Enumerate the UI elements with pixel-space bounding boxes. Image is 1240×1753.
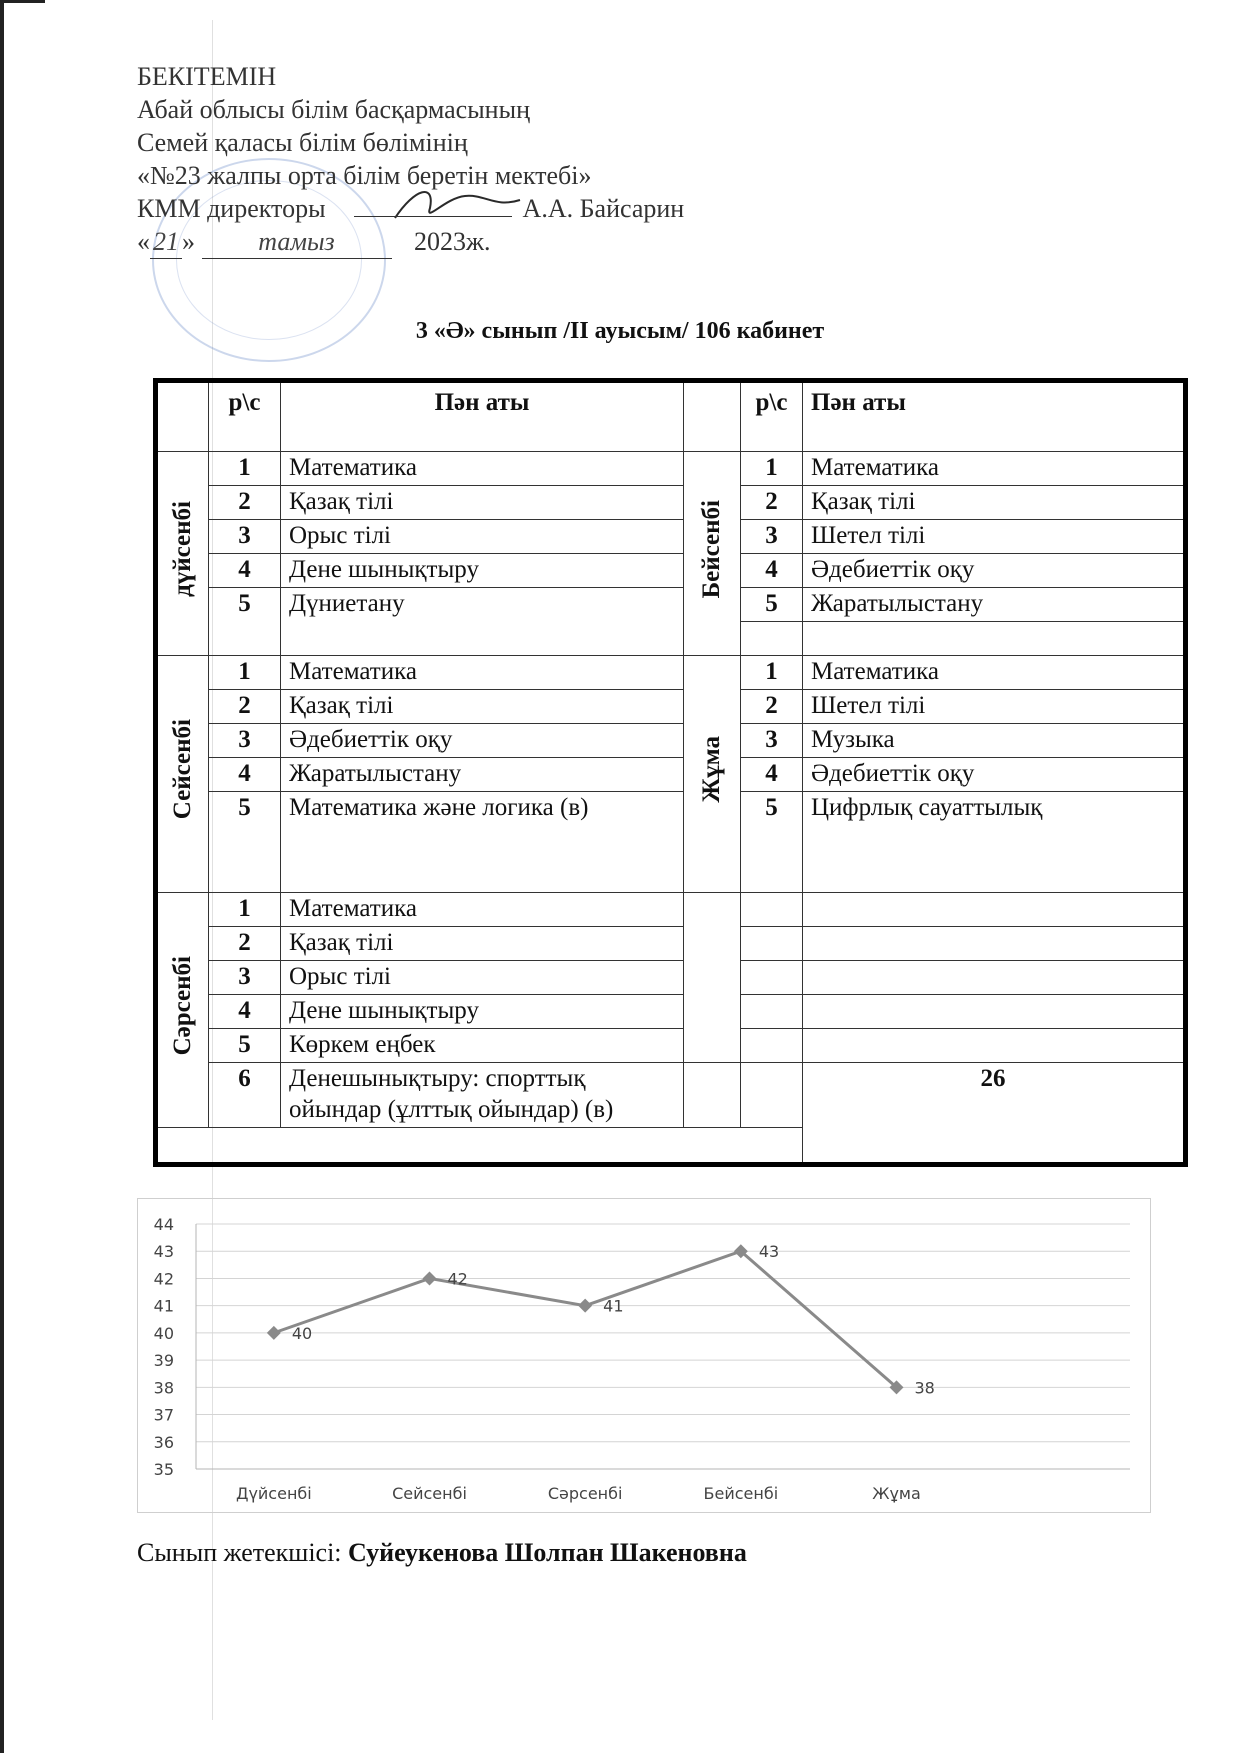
approval-line-3: «№23 жалпы орта білім беретін мектебі» [137, 161, 592, 190]
x-tick-label: Жұма [872, 1484, 921, 1503]
lesson-subject: Математика [281, 656, 684, 690]
lesson-subject: Дене шынықтыру [281, 995, 684, 1029]
data-label: 43 [758, 1242, 780, 1262]
lesson-subject: Әдебиеттік оқу [803, 758, 1186, 792]
lesson-subject: Қазақ тілі [281, 690, 684, 724]
header-day-cell-2 [684, 381, 741, 452]
lesson-number: 2 [209, 690, 281, 724]
line-chart-svg [138, 1199, 1150, 1512]
day-monday: дүйсенбі [156, 452, 209, 656]
lesson-number: 3 [741, 520, 803, 554]
table-row [156, 690, 1186, 724]
empty-cell [803, 961, 1186, 995]
lesson-number: 4 [209, 554, 281, 588]
x-tick-label: Бейсенбі [703, 1484, 779, 1503]
empty-cell [803, 995, 1186, 1029]
lesson-subject: Шетел тілі [803, 690, 1186, 724]
table-row [156, 995, 1186, 1029]
empty-cell [741, 1063, 803, 1128]
day-tuesday: Сейсенбі [156, 656, 209, 893]
approval-date [137, 225, 684, 259]
lesson-number: 1 [209, 656, 281, 690]
class-teacher [137, 1538, 747, 1568]
table-row [156, 520, 1186, 554]
date-day: 21 [150, 225, 182, 259]
header-day-cell [156, 381, 209, 452]
y-tick-label: 44 [153, 1215, 174, 1234]
lesson-number: 2 [209, 486, 281, 520]
lesson-subject: Математика [803, 452, 1186, 486]
empty-cell [741, 961, 803, 995]
lesson-subject: Математика [281, 893, 684, 927]
lesson-subject: Дене шынықтыру [281, 554, 684, 588]
header-subject: Пән аты [281, 381, 684, 452]
approval-line-1: Абай облысы білім басқармасының [137, 95, 530, 124]
x-tick-label: Сәрсенбі [547, 1484, 623, 1503]
table-row [156, 961, 1186, 995]
lesson-number: 2 [741, 690, 803, 724]
table-row [156, 724, 1186, 758]
chart-y-ticks [154, 1215, 174, 1479]
y-tick-label: 36 [153, 1432, 174, 1452]
approval-heading: БЕКІТЕМІН [137, 62, 277, 91]
empty-cell [741, 927, 803, 961]
data-point [578, 1299, 592, 1313]
day-wednesday: Сәрсенбі [156, 893, 209, 1128]
empty-cell [803, 622, 1186, 656]
data-label: 38 [914, 1378, 935, 1398]
lesson-subject: Жаратылыстану [281, 758, 684, 792]
lesson-subject: Әдебиеттік оқу [803, 554, 1186, 588]
lesson-number: 4 [741, 554, 803, 588]
lessons-chart [137, 1198, 1151, 1513]
lesson-subject: Көркем еңбек [281, 1029, 684, 1063]
empty-cell [803, 1029, 1186, 1063]
lesson-number: 1 [209, 452, 281, 486]
data-label: 42 [447, 1269, 468, 1289]
approval-block [137, 60, 684, 259]
lesson-number: 5 [209, 792, 281, 893]
date-quote-open: « [137, 227, 150, 256]
lesson-subject: Жаратылыстану [803, 588, 1186, 622]
lesson-subject: Денешынықтыру: спорттық ойындар (ұлттық ойындар) (в) [281, 1063, 684, 1128]
lesson-number: 3 [209, 724, 281, 758]
lesson-number: 3 [209, 520, 281, 554]
lesson-subject: Әдебиеттік оқу [281, 724, 684, 758]
empty-cell [803, 927, 1186, 961]
lesson-number: 4 [741, 758, 803, 792]
approval-line-4 [137, 192, 684, 225]
empty-footer-cell [156, 1128, 803, 1165]
date-month: тамыз [202, 225, 392, 259]
table-row [156, 1029, 1186, 1063]
schedule-table [153, 378, 1188, 1167]
lesson-number: 3 [209, 961, 281, 995]
y-tick-label: 38 [153, 1378, 174, 1398]
lesson-subject: Дүниетану [281, 588, 684, 656]
scan-edge [0, 0, 4, 1753]
lesson-subject: Орыс тілі [281, 520, 684, 554]
lesson-number: 1 [741, 656, 803, 690]
table-row [156, 893, 1186, 927]
lesson-subject: Қазақ тілі [281, 486, 684, 520]
lesson-subject: Орыс тілі [281, 961, 684, 995]
lesson-number: 3 [741, 724, 803, 758]
y-tick-label: 37 [153, 1405, 174, 1425]
lesson-number: 4 [209, 758, 281, 792]
chart-x-ticks [236, 1484, 921, 1503]
director-name: А.А. Байсарин [522, 194, 685, 223]
lesson-subject: Математика және логика (в) [281, 792, 684, 893]
total-lessons: 26 [803, 1063, 1186, 1165]
lesson-number: 1 [209, 893, 281, 927]
lesson-number: 5 [209, 1029, 281, 1063]
lesson-subject: Математика [281, 452, 684, 486]
lesson-number: 1 [741, 452, 803, 486]
y-tick-label: 35 [153, 1460, 174, 1479]
y-tick-label: 41 [153, 1296, 174, 1316]
table-row [156, 927, 1186, 961]
lesson-subject: Шетел тілі [803, 520, 1186, 554]
lesson-subject: Қазақ тілі [281, 927, 684, 961]
empty-cell [741, 1029, 803, 1063]
lesson-number: 4 [209, 995, 281, 1029]
table-row [156, 792, 1186, 893]
lesson-number: 5 [209, 588, 281, 656]
table-row [156, 656, 1186, 690]
x-tick-label: Дүйсенбі [235, 1484, 312, 1503]
lesson-subject: Математика [803, 656, 1186, 690]
chart-series [267, 1242, 935, 1397]
lesson-number: 5 [741, 588, 803, 622]
empty-cell [803, 893, 1186, 927]
director-title: КММ директоры [137, 194, 326, 223]
lesson-number: 6 [209, 1063, 281, 1128]
day-thursday: Бейсенбі [684, 452, 741, 656]
y-tick-label: 42 [153, 1269, 174, 1289]
data-label: 40 [291, 1323, 313, 1343]
header-subject-2: Пән аты [803, 381, 1186, 452]
chart-grid [196, 1224, 1130, 1469]
y-tick-label: 39 [153, 1351, 174, 1371]
data-point [423, 1271, 437, 1285]
x-tick-label: Сейсенбі [392, 1484, 467, 1503]
day-friday: Жұма [684, 656, 741, 893]
lesson-number: 2 [741, 486, 803, 520]
lesson-number: 2 [209, 927, 281, 961]
header-num-2: р\с [741, 381, 803, 452]
teacher-name: Суйеукенова Шолпан Шакеновна [348, 1538, 747, 1567]
table-row [156, 452, 1186, 486]
empty-cell [741, 893, 803, 927]
lesson-number: 5 [741, 792, 803, 893]
class-title: 3 «Ә» сынып /II ауысым/ 106 кабинет [415, 318, 825, 344]
date-quote-close: » [182, 227, 195, 256]
lesson-subject: Қазақ тілі [803, 486, 1186, 520]
table-row [156, 554, 1186, 588]
y-tick-label: 40 [153, 1323, 174, 1343]
scan-corner-mark [0, 0, 45, 3]
empty-cell [741, 622, 803, 656]
table-row [156, 588, 1186, 622]
lesson-subject: Музыка [803, 724, 1186, 758]
table-row [156, 758, 1186, 792]
lesson-subject: Цифрлық сауаттылық [803, 792, 1186, 893]
empty-cell [684, 893, 741, 1063]
empty-cell [684, 1063, 741, 1128]
date-year: 2023ж. [414, 227, 491, 256]
table-row [156, 1063, 1186, 1128]
y-tick-label: 43 [153, 1242, 174, 1262]
approval-line-2: Семей қаласы білім бөлімінің [137, 128, 468, 157]
series-line [274, 1251, 897, 1387]
signature-blank [354, 216, 512, 217]
table-row [156, 486, 1186, 520]
teacher-label: Сынып жетекшісі: [137, 1538, 349, 1567]
data-label: 41 [603, 1296, 624, 1316]
header-num: р\с [209, 381, 281, 452]
empty-cell [741, 995, 803, 1029]
table-header-row [156, 381, 1186, 452]
data-point [267, 1326, 281, 1340]
